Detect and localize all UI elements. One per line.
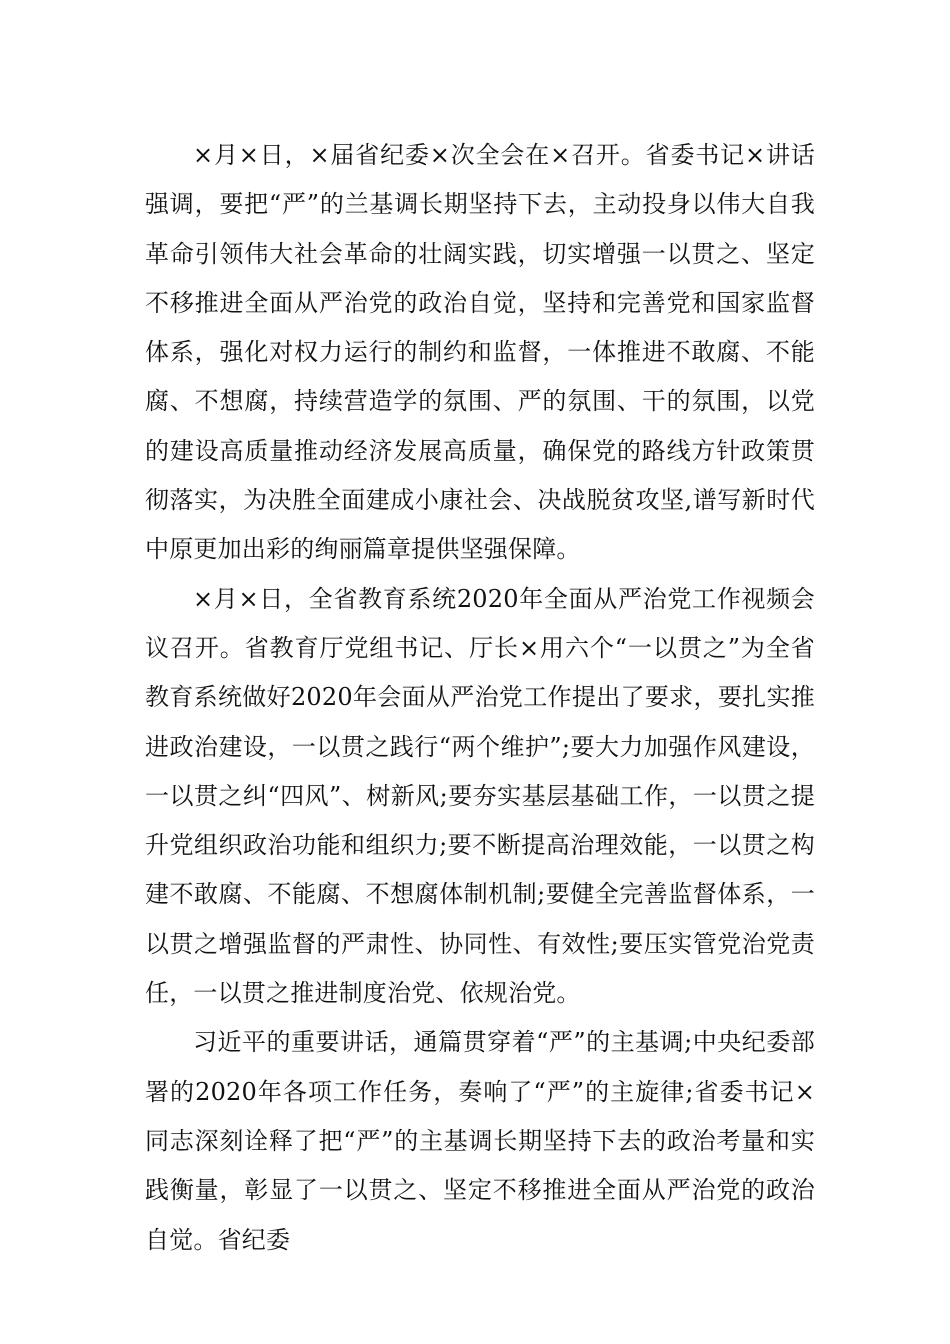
paragraph-3: 习近平的重要讲话，通篇贯穿着“严”的主基调;中央纪委部署的2020年各项工作任务，奏响了“严”的主旋律;省委书记×同志深刻诠释了把“严”的主基调长期坚持下去的政治考量和实践衡量，彰显了一以贯之、坚定不移推进全面从严治党的政治自觉。省纪委: [145, 1028, 815, 1254]
document-body: [145, 131, 815, 1265]
paragraph-2: ×月×日，全省教育系统2020年全面从严治党工作视频会议召开。省教育厅党组书记、厅长×用六个“一以贯之”为全省教育系统做好2020年会面从严治党工作提出了要求，要扎实推进政治建设，一以贯之践行“两个维护”;要大力加强作风建设，一以贯之纠“四风”、树新风;要夯实基层基础工作，一以贯之提升党组织政治功能和组织力;要不断提高治理效能，一以贯之构建不敢腐、不能腐、不想腐体制机制;要健全完善监督体系，一以贯之增强监督的严肃性、协同性、有效性;要压实管党治党责任，一以贯之推进制度治党、依规治党。: [145, 584, 815, 1008]
paragraph-1: ×月×日，×届省纪委×次全会在×召开。省委书记×讲话强调，要把“严”的兰基调长期坚持下去，主动投身以伟大自我革命引领伟大社会革命的壮阔实践，切实增强一以贯之、坚定不移推进全面从严治党的政治自觉，坚持和完善党和国家监督体系，强化对权力运行的制约和监督，一体推进不敢腐、不能腐、不想腐，持续营造学的氛围、严的氛围、干的氛围，以党的建设高质量推动经济发展高质量，确保党的路线方针政策贯彻落实，为决胜全面建成小康社会、决战脱贫攻坚,谱写新时代中原更加出彩的绚丽篇章提供坚强保障。: [145, 141, 815, 564]
